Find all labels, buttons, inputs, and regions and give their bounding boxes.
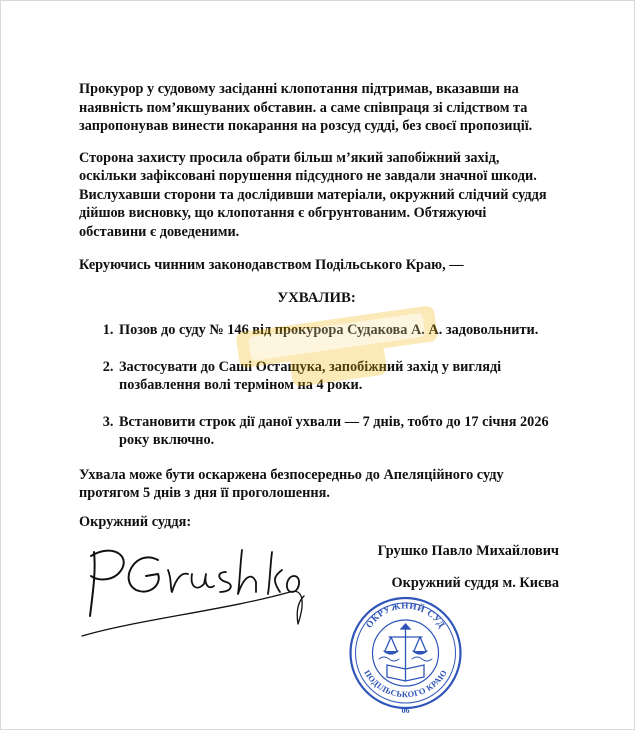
judge-name: Грушко Павло Михайлович [377, 543, 559, 559]
svg-text:06: 06 [401, 706, 410, 715]
prosecutor-paragraph: Прокурор у судовому засіданні клопотання підтримав, вказавши на наявність пом’якшуваних обставин. а саме співпраця зі слідством та запропонував винести покарання на розсуд судді, без своєї пропозиції. [79, 81, 533, 134]
resolution-item: 3. Встановити строк дії даної ухвали — 7 днів, тобто до 17 січня 2026 року включно. [117, 413, 554, 450]
ruling-heading: УХВАЛИВ: [277, 289, 356, 306]
judge-position: Окружний суддя м. Києва [391, 575, 559, 591]
resolution-list [79, 321, 554, 450]
resolution-item: 2. Застосувати до Саші Остащука, запобіжний захід у вигляді позбавлення волі терміном на 4 роки. [117, 358, 554, 395]
judge-label: Окружний суддя: [79, 514, 192, 530]
defense-paragraph: Сторона захисту просила обрати більш м’який запобіжний захід, оскільки зафіксовані порушення підсудного не завдали значної шкоди. Вислухавши сторони та дослідивши матеріали, окружний слідчий суддя дійшов висновку, що клопотання є обгрунтованим. Обтяжуючі обставини є доведеними. [79, 149, 547, 240]
handwritten-signature [76, 540, 306, 645]
svg-text:ОКРУЖНИЙ СУД: ОКРУЖНИЙ СУД [363, 600, 448, 630]
svg-text:ПОДІЛЬСЬКОГО КРАЮ: ПОДІЛЬСЬКОГО КРАЮ [362, 668, 449, 700]
court-seal [349, 587, 462, 719]
court-ruling-body [79, 80, 554, 503]
resolution-item: 1. Позов до суду № 146 від прокурора Судакова А. А. задовольнити. [117, 321, 554, 340]
appeal-paragraph: Ухвала може бути оскаржена безпосередньо до Апеляційного суду протягом 5 днів з дня її проголошення. [79, 466, 504, 501]
legal-basis-paragraph: Керуючись чинним законодавством Подільського Краю, — [79, 257, 464, 273]
